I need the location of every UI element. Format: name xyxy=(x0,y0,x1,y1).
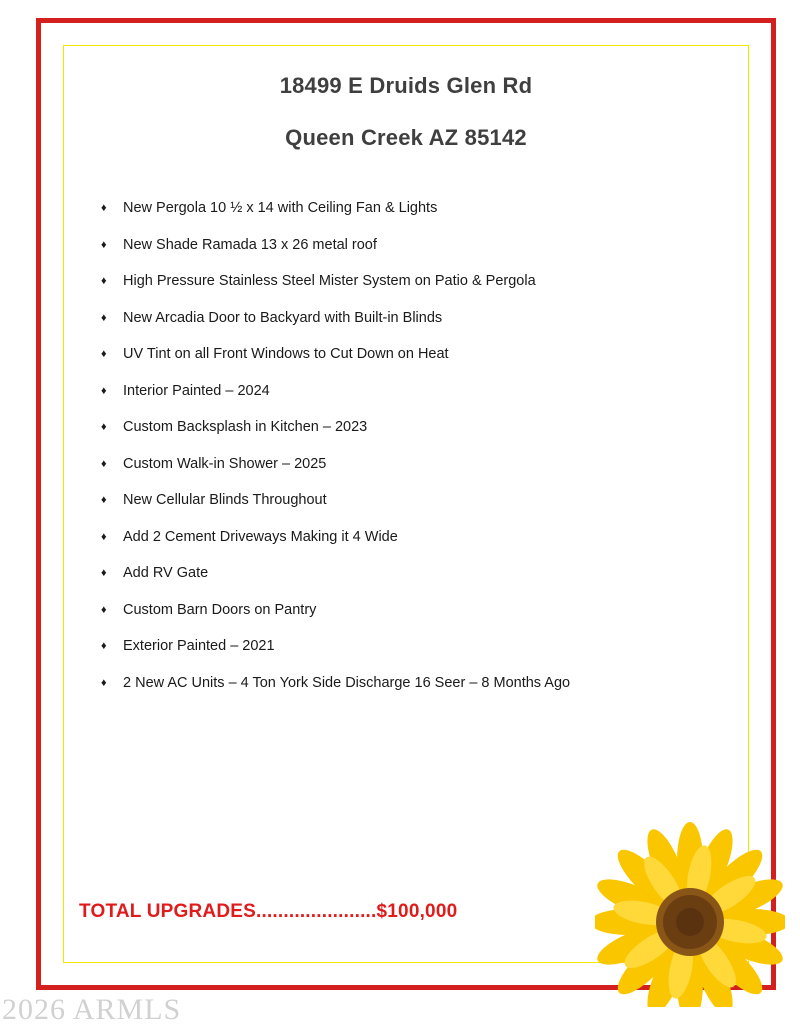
list-item-label: New Arcadia Door to Backyard with Built-in Blinds xyxy=(123,309,443,326)
list-item-label: New Shade Ramada 13 x 26 metal roof xyxy=(123,236,377,253)
list-item xyxy=(93,566,731,581)
diamond-bullet-icon: ♦ xyxy=(101,567,107,579)
list-item-label: Interior Painted – 2024 xyxy=(123,382,270,399)
title-city-line: Queen Creek AZ 85142 xyxy=(285,125,527,150)
list-item xyxy=(93,639,731,654)
diamond-bullet-icon: ♦ xyxy=(101,311,107,324)
list-item-label: Add 2 Cement Driveways Making it 4 Wide xyxy=(123,528,398,545)
list-item xyxy=(93,530,731,545)
list-item xyxy=(93,238,731,253)
list-item-label: Exterior Painted – 2021 xyxy=(123,638,275,654)
diamond-bullet-icon: ♦ xyxy=(101,676,107,689)
total-upgrades-label: TOTAL UPGRADES......................$100,000 xyxy=(79,901,458,922)
watermark-text: 2026 ARMLS xyxy=(2,993,182,1026)
list-item-label: Custom Backsplash in Kitchen – 2023 xyxy=(123,419,368,435)
list-item xyxy=(93,493,731,508)
list-item xyxy=(93,603,731,618)
list-item-label: New Pergola 10 ½ x 14 with Ceiling Fan & Lights xyxy=(123,200,438,216)
document-page xyxy=(36,18,776,990)
list-item-label: Custom Walk-in Shower – 2025 xyxy=(123,455,327,472)
list-item-label: Add RV Gate xyxy=(123,565,209,581)
list-item xyxy=(93,420,731,435)
diamond-bullet-icon: ♦ xyxy=(101,640,107,652)
list-item xyxy=(93,384,731,399)
diamond-bullet-icon: ♦ xyxy=(101,202,107,214)
diamond-bullet-icon: ♦ xyxy=(101,238,107,251)
upgrades-list xyxy=(93,201,731,712)
diamond-bullet-icon: ♦ xyxy=(101,275,107,287)
list-item-label: High Pressure Stainless Steel Mister System on Patio & Pergola xyxy=(123,273,536,289)
diamond-bullet-icon: ♦ xyxy=(101,457,107,470)
list-item-label: Custom Barn Doors on Pantry xyxy=(123,601,317,618)
list-item-label: UV Tint on all Front Windows to Cut Down on Heat xyxy=(123,346,449,362)
list-item xyxy=(93,347,731,362)
list-item xyxy=(93,201,731,216)
diamond-bullet-icon: ♦ xyxy=(101,530,107,543)
page-title xyxy=(41,75,771,179)
title-address-line: 18499 E Druids Glen Rd xyxy=(279,73,533,98)
list-item-label: 2 New AC Units – 4 Ton York Side Discharge 16 Seer – 8 Months Ago xyxy=(123,674,571,691)
list-item-label: New Cellular Blinds Throughout xyxy=(123,492,327,508)
list-item xyxy=(93,311,731,326)
diamond-bullet-icon: ♦ xyxy=(101,421,107,433)
diamond-bullet-icon: ♦ xyxy=(101,384,107,397)
diamond-bullet-icon: ♦ xyxy=(101,603,107,616)
list-item xyxy=(93,457,731,472)
diamond-bullet-icon: ♦ xyxy=(101,494,107,506)
diamond-bullet-icon: ♦ xyxy=(101,348,107,360)
list-item xyxy=(93,676,731,691)
list-item xyxy=(93,274,731,289)
